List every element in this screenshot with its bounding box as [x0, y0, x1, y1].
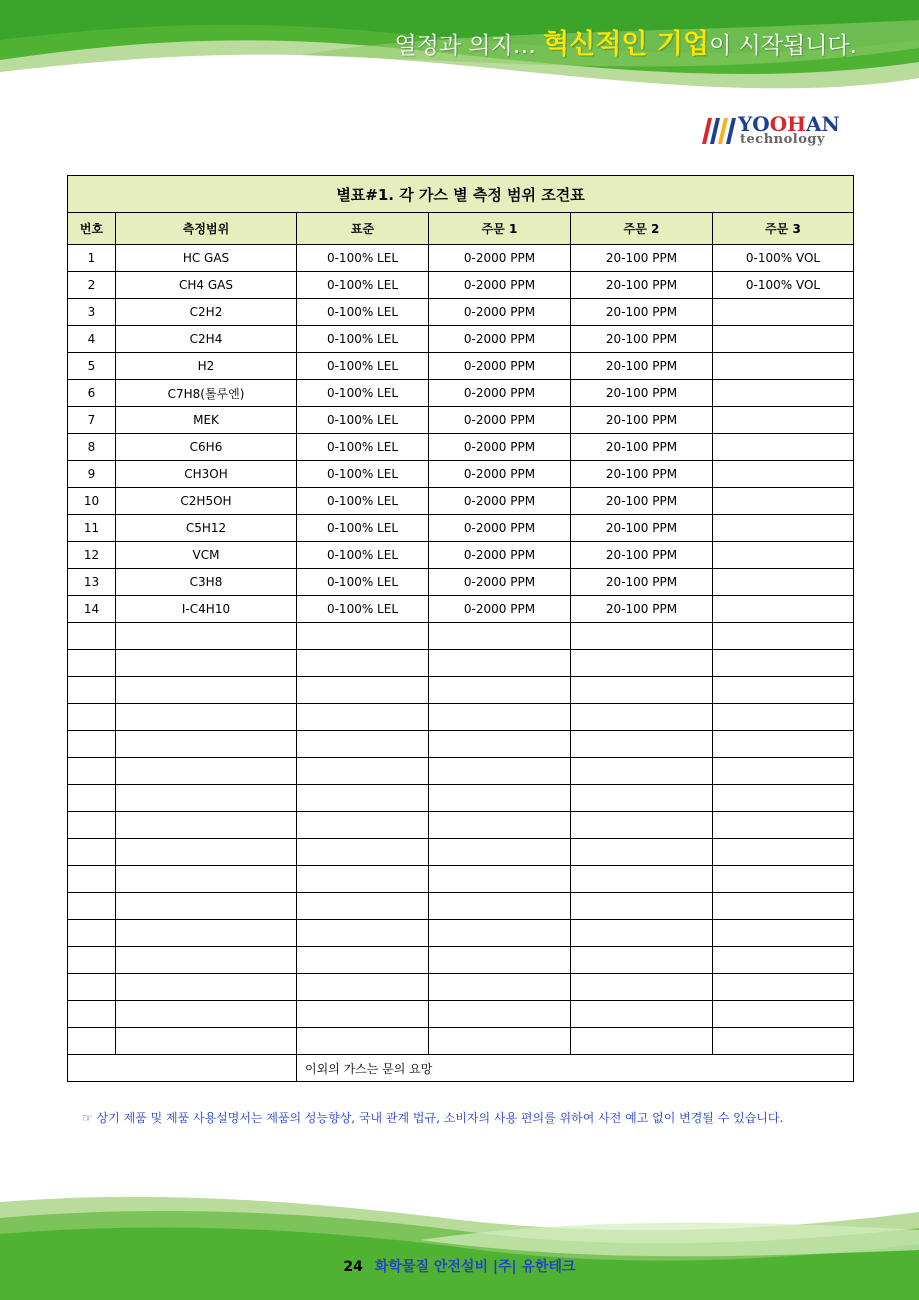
cell-empty	[429, 974, 571, 1001]
cell-order1: 0-2000 PPM	[429, 515, 571, 542]
cell-empty	[297, 623, 429, 650]
cell-empty	[713, 866, 854, 893]
cell-order2: 20-100 PPM	[571, 326, 713, 353]
table-note-row	[68, 1055, 854, 1082]
cell-empty	[116, 974, 297, 1001]
table-row-empty	[68, 650, 854, 677]
cell-empty	[68, 974, 116, 1001]
cell-order2: 20-100 PPM	[571, 569, 713, 596]
table-row	[68, 596, 854, 623]
table-row	[68, 488, 854, 515]
cell-standard: 0-100% LEL	[297, 488, 429, 515]
cell-order2: 20-100 PPM	[571, 515, 713, 542]
cell-order1: 0-2000 PPM	[429, 542, 571, 569]
cell-empty	[68, 677, 116, 704]
cell-empty	[713, 785, 854, 812]
cell-order1: 0-2000 PPM	[429, 407, 571, 434]
cell-standard: 0-100% LEL	[297, 407, 429, 434]
cell-empty	[297, 1028, 429, 1055]
cell-order2: 20-100 PPM	[571, 380, 713, 407]
cell-empty	[429, 1028, 571, 1055]
cell-empty	[429, 893, 571, 920]
cell-empty	[297, 866, 429, 893]
cell-gas: HC GAS	[116, 245, 297, 272]
cell-empty	[68, 1001, 116, 1028]
cell-order3	[713, 353, 854, 380]
table-row	[68, 407, 854, 434]
cell-gas: CH4 GAS	[116, 272, 297, 299]
cell-empty	[116, 758, 297, 785]
table-row-empty	[68, 866, 854, 893]
cell-gas: C6H6	[116, 434, 297, 461]
cell-empty	[429, 677, 571, 704]
cell-order3	[713, 326, 854, 353]
table-header-row	[68, 213, 854, 245]
cell-empty	[116, 785, 297, 812]
gas-range-table	[67, 175, 854, 1082]
table-row-empty	[68, 1001, 854, 1028]
table-row	[68, 299, 854, 326]
cell-standard: 0-100% LEL	[297, 380, 429, 407]
col-header-order3: 주문 3	[713, 213, 854, 245]
cell-order2: 20-100 PPM	[571, 407, 713, 434]
table-row-empty	[68, 974, 854, 1001]
cell-gas: I-C4H10	[116, 596, 297, 623]
cell-number: 8	[68, 434, 116, 461]
cell-order3	[713, 407, 854, 434]
cell-empty	[713, 893, 854, 920]
cell-number: 10	[68, 488, 116, 515]
cell-empty	[68, 866, 116, 893]
cell-order3	[713, 488, 854, 515]
footer-wave-banner	[0, 1190, 919, 1300]
cell-empty	[297, 893, 429, 920]
cell-empty	[571, 650, 713, 677]
cell-number: 1	[68, 245, 116, 272]
cell-empty	[429, 812, 571, 839]
cell-empty	[571, 731, 713, 758]
table-row	[68, 515, 854, 542]
cell-empty	[297, 785, 429, 812]
col-header-order2: 주문 2	[571, 213, 713, 245]
cell-number: 6	[68, 380, 116, 407]
cell-empty	[116, 947, 297, 974]
cell-gas: C2H2	[116, 299, 297, 326]
cell-gas: C3H8	[116, 569, 297, 596]
cell-order1: 0-2000 PPM	[429, 461, 571, 488]
cell-order3	[713, 569, 854, 596]
cell-order1: 0-2000 PPM	[429, 380, 571, 407]
cell-empty	[713, 677, 854, 704]
cell-order2: 20-100 PPM	[571, 542, 713, 569]
cell-order2: 20-100 PPM	[571, 461, 713, 488]
cell-number: 4	[68, 326, 116, 353]
cell-standard: 0-100% LEL	[297, 353, 429, 380]
cell-empty	[297, 650, 429, 677]
cell-empty	[713, 947, 854, 974]
table-row-empty	[68, 1028, 854, 1055]
cell-standard: 0-100% LEL	[297, 272, 429, 299]
cell-empty	[297, 677, 429, 704]
cell-empty	[571, 758, 713, 785]
cell-number: 12	[68, 542, 116, 569]
col-header-standard: 표준	[297, 213, 429, 245]
cell-order2: 20-100 PPM	[571, 596, 713, 623]
cell-empty	[116, 1028, 297, 1055]
cell-gas: MEK	[116, 407, 297, 434]
cell-empty	[713, 731, 854, 758]
cell-empty	[429, 1001, 571, 1028]
cell-standard: 0-100% LEL	[297, 515, 429, 542]
table-row	[68, 380, 854, 407]
cell-number: 5	[68, 353, 116, 380]
cell-empty	[116, 920, 297, 947]
table-footer-note: 이외의 가스는 문의 요망	[297, 1055, 854, 1082]
cell-empty	[713, 1028, 854, 1055]
table-row	[68, 245, 854, 272]
logo-slashes-icon	[702, 118, 736, 144]
cell-standard: 0-100% LEL	[297, 434, 429, 461]
table-row-empty	[68, 812, 854, 839]
table-row-empty	[68, 920, 854, 947]
cell-empty	[429, 947, 571, 974]
company-logo	[702, 112, 854, 152]
cell-empty	[429, 785, 571, 812]
cell-empty	[116, 812, 297, 839]
slogan-part2: 이 시작됩니다.	[709, 33, 857, 59]
cell-empty	[68, 623, 116, 650]
cell-order2: 20-100 PPM	[571, 245, 713, 272]
cell-order1: 0-2000 PPM	[429, 596, 571, 623]
cell-empty	[116, 839, 297, 866]
table-title: 별표#1. 각 가스 별 측정 범위 조견표	[68, 176, 854, 213]
cell-order1: 0-2000 PPM	[429, 353, 571, 380]
cell-empty	[68, 731, 116, 758]
cell-standard: 0-100% LEL	[297, 299, 429, 326]
cell-number: 3	[68, 299, 116, 326]
cell-order3	[713, 542, 854, 569]
cell-order2: 20-100 PPM	[571, 353, 713, 380]
table-row	[68, 434, 854, 461]
cell-order1: 0-2000 PPM	[429, 569, 571, 596]
cell-order2: 20-100 PPM	[571, 272, 713, 299]
table-title-row	[68, 176, 854, 213]
cell-order3	[713, 515, 854, 542]
cell-order3	[713, 596, 854, 623]
cell-empty	[297, 974, 429, 1001]
cell-empty	[571, 785, 713, 812]
cell-empty	[68, 704, 116, 731]
table-row-empty	[68, 893, 854, 920]
table-row-empty	[68, 785, 854, 812]
slogan-part1: 열정과 의지…	[394, 33, 544, 59]
table-row	[68, 353, 854, 380]
col-header-order1: 주문 1	[429, 213, 571, 245]
table-row-empty	[68, 839, 854, 866]
table-row-empty	[68, 947, 854, 974]
cell-number: 14	[68, 596, 116, 623]
cell-order3: 0-100% VOL	[713, 272, 854, 299]
cell-empty	[429, 839, 571, 866]
col-header-gas: 측정범위	[116, 213, 297, 245]
cell-empty	[68, 650, 116, 677]
cell-empty	[429, 650, 571, 677]
table-row	[68, 461, 854, 488]
cell-empty	[713, 650, 854, 677]
table-row-empty	[68, 731, 854, 758]
cell-empty	[68, 785, 116, 812]
cell-empty	[297, 947, 429, 974]
cell-order3: 0-100% VOL	[713, 245, 854, 272]
cell-empty	[713, 812, 854, 839]
cell-empty	[713, 704, 854, 731]
page-number: 24	[343, 1259, 363, 1275]
cell-empty	[68, 920, 116, 947]
cell-order1: 0-2000 PPM	[429, 488, 571, 515]
cell-empty	[116, 866, 297, 893]
cell-empty	[68, 947, 116, 974]
cell-number: 13	[68, 569, 116, 596]
cell-order3	[713, 461, 854, 488]
cell-number: 7	[68, 407, 116, 434]
cell-empty	[429, 866, 571, 893]
footer-company: 화학물질 안전설비 |주| 유한테크	[374, 1259, 576, 1275]
cell-empty	[116, 731, 297, 758]
cell-empty	[571, 974, 713, 1001]
table-row	[68, 569, 854, 596]
table-row-empty	[68, 704, 854, 731]
cell-empty	[116, 650, 297, 677]
table-row-empty	[68, 677, 854, 704]
cell-empty	[297, 704, 429, 731]
cell-empty	[429, 731, 571, 758]
cell-standard: 0-100% LEL	[297, 542, 429, 569]
cell-number: 9	[68, 461, 116, 488]
cell-empty	[571, 920, 713, 947]
cell-empty	[68, 839, 116, 866]
cell-empty	[116, 677, 297, 704]
col-header-number: 번호	[68, 213, 116, 245]
logo-subtext: technology	[740, 132, 826, 147]
cell-empty	[713, 920, 854, 947]
table-row-empty	[68, 623, 854, 650]
table-row	[68, 542, 854, 569]
cell-empty	[68, 1028, 116, 1055]
cell-gas: C7H8(톨루엔)	[116, 380, 297, 407]
cell-empty	[68, 893, 116, 920]
cell-empty	[429, 704, 571, 731]
cell-order1: 0-2000 PPM	[429, 434, 571, 461]
footer-text	[0, 1256, 919, 1276]
cell-gas: VCM	[116, 542, 297, 569]
cell-standard: 0-100% LEL	[297, 326, 429, 353]
cell-empty	[571, 1028, 713, 1055]
cell-empty	[713, 1001, 854, 1028]
cell-empty	[116, 704, 297, 731]
cell-order1: 0-2000 PPM	[429, 326, 571, 353]
cell-empty	[116, 623, 297, 650]
header-slogan	[394, 22, 857, 61]
cell-empty	[571, 839, 713, 866]
cell-order1: 0-2000 PPM	[429, 299, 571, 326]
cell-gas: C2H4	[116, 326, 297, 353]
cell-empty	[713, 758, 854, 785]
cell-order3	[713, 434, 854, 461]
cell-standard: 0-100% LEL	[297, 245, 429, 272]
cell-empty	[571, 893, 713, 920]
cell-empty	[713, 623, 854, 650]
cell-empty	[571, 704, 713, 731]
cell-gas: H2	[116, 353, 297, 380]
cell-empty	[297, 839, 429, 866]
cell-empty	[297, 758, 429, 785]
cell-empty	[68, 812, 116, 839]
notice-text: ☞ 상기 제품 및 제품 사용설명서는 제품의 성능향상, 국내 관계 법규, 소비자의 사용 편의를 위하여 사전 예고 없이 변경될 수 있습니다.	[82, 1111, 784, 1125]
cell-empty	[571, 623, 713, 650]
cell-number: 2	[68, 272, 116, 299]
cell-empty	[571, 866, 713, 893]
cell-empty	[713, 839, 854, 866]
cell-empty	[429, 623, 571, 650]
cell-empty	[571, 1001, 713, 1028]
cell-gas: C5H12	[116, 515, 297, 542]
cell-empty	[116, 1001, 297, 1028]
cell-empty	[571, 677, 713, 704]
table-row	[68, 326, 854, 353]
cell-empty	[297, 731, 429, 758]
table-row	[68, 272, 854, 299]
cell-number: 11	[68, 515, 116, 542]
cell-order3	[713, 299, 854, 326]
cell-gas: CH3OH	[116, 461, 297, 488]
cell-empty	[571, 947, 713, 974]
cell-order1: 0-2000 PPM	[429, 245, 571, 272]
logo-brand: YOOHAN	[738, 112, 840, 136]
slogan-highlight: 혁신적인 기업	[543, 29, 710, 60]
cell-empty	[571, 812, 713, 839]
table-body	[68, 245, 854, 1055]
cell-empty	[429, 920, 571, 947]
cell-gas: C2H5OH	[116, 488, 297, 515]
cell-empty	[297, 1001, 429, 1028]
cell-order1: 0-2000 PPM	[429, 272, 571, 299]
cell-standard: 0-100% LEL	[297, 569, 429, 596]
cell-empty	[429, 758, 571, 785]
note-blank-cell	[68, 1055, 297, 1082]
cell-empty	[297, 812, 429, 839]
cell-standard: 0-100% LEL	[297, 461, 429, 488]
cell-empty	[68, 758, 116, 785]
cell-empty	[297, 920, 429, 947]
cell-order2: 20-100 PPM	[571, 434, 713, 461]
cell-standard: 0-100% LEL	[297, 596, 429, 623]
cell-empty	[116, 893, 297, 920]
table-row-empty	[68, 758, 854, 785]
cell-order3	[713, 380, 854, 407]
cell-order2: 20-100 PPM	[571, 488, 713, 515]
cell-order2: 20-100 PPM	[571, 299, 713, 326]
cell-empty	[713, 974, 854, 1001]
